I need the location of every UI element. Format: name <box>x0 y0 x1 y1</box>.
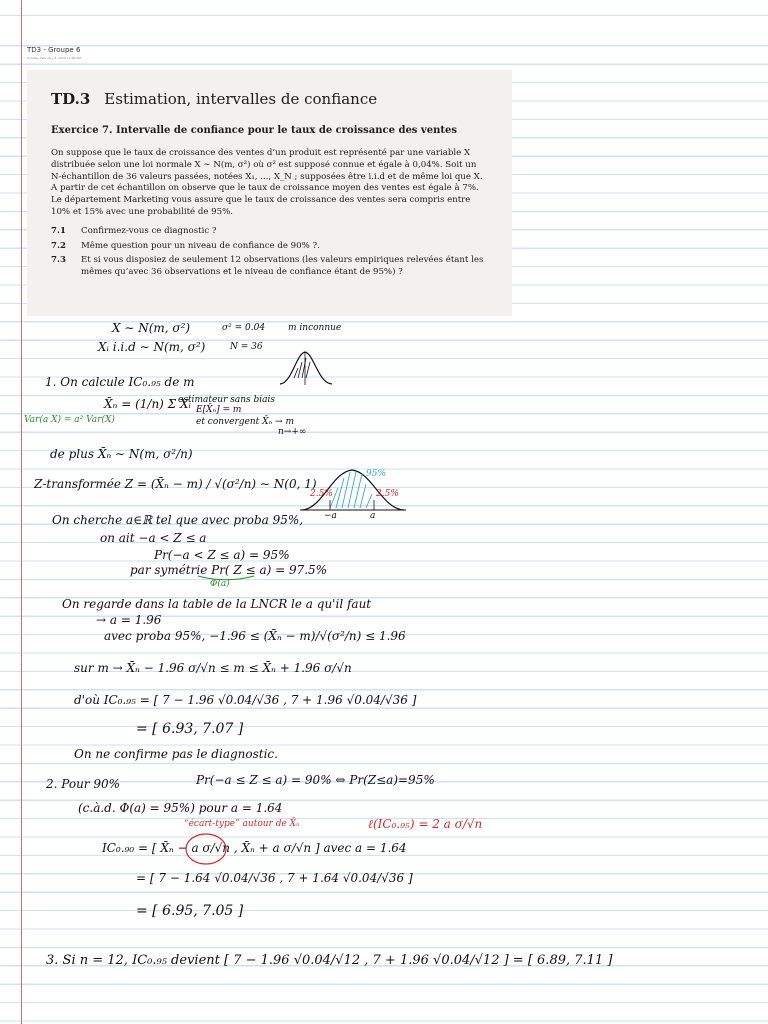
note-bounds-on-m: sur m → X̄ₙ − 1.96 σ/√n ≤ m ≤ X̄ₙ + 1.96 σ/√n <box>74 661 352 675</box>
note-m-unknown: m inconnue <box>288 323 342 333</box>
sheet-title: Estimation, intervalles de confiance <box>104 90 378 108</box>
red-circle-annotation <box>184 832 228 866</box>
note-q2-title: 2. Pour 90% <box>46 777 121 791</box>
note-n: N = 36 <box>230 342 263 352</box>
note-variance-rule: Var(a X) = a² Var(X) <box>24 415 115 425</box>
note-a-value: → a = 1.96 <box>96 613 162 627</box>
note-not-confirmed: On ne confirme pas le diagnostic. <box>74 747 278 761</box>
note-q3: 3. Si n = 12, IC₀.₉₅ devient [ 7 − 1.96 √0.04/√12 , 7 + 1.96 √0.04/√12 ] = [ 6.89, 7.11 ] <box>46 953 613 968</box>
note-ic95-formula: d'où IC₀.₉₅ = [ 7 − 1.96 √0.04/√36 , 7 + 1.96 √0.04/√36 ] <box>74 693 417 707</box>
note-have-interval: on ait −a < Z ≤ a <box>100 531 207 545</box>
note-phi-a: Φ(a) <box>210 579 230 589</box>
note-limit: n→+∞ <box>278 427 307 437</box>
notebook-margin-line <box>21 0 22 1024</box>
label-plus-a: a <box>370 511 376 521</box>
note-unbiased: estimateur sans biais <box>178 395 276 405</box>
sheet-number: TD.3 <box>51 90 91 108</box>
question-7-2: 7.2 Même question pour un niveau de confiance de 90% ?. <box>51 240 320 251</box>
note-table-lookup: On regarde dans la table de la LNCR le a qu'il faut <box>62 597 372 611</box>
note-prob-95: Pr(−a < Z ≤ a) = 95% <box>154 548 290 562</box>
question-7-1: 7.1 Confirmez-vous ce diagnostic ? <box>51 225 217 236</box>
question-7-3: 7.3 Et si vous disposiez de seulement 12 observations (les valeurs empiriques relevées étant les mêmes qu’avec 36 observations et le niveau de confiance étant de 95%) ? <box>51 255 484 278</box>
page-date: Sunday, February 9, 2020 10:49 AM <box>27 56 82 60</box>
note-mean-estimator: X̄ₙ = (1/n) Σ Xᵢ <box>104 397 191 411</box>
note-standardized-bounds: avec proba 95%, −1.96 ≤ (X̄ₙ − m)/√(σ²/n) ≤ 1.96 <box>104 629 406 643</box>
note-interval-length: ℓ(IC₀.₉₅) = 2 a σ/√n <box>368 817 483 831</box>
small-bell-curve-sketch <box>278 348 334 388</box>
printed-exercise-sheet <box>27 70 512 316</box>
green-underline <box>196 562 256 580</box>
note-ic90-numeric: = [ 7 − 1.64 √0.04/√36 , 7 + 1.64 √0.04/√36 ] <box>136 871 413 885</box>
note-ic95-result: = [ 6.93, 7.07 ] <box>136 721 244 737</box>
note-z-transform: Z-transformée Z = (X̄ₙ − m) / √(σ²/n) ∼ N(0, 1) <box>34 477 317 491</box>
note-ic90-result: = [ 6.95, 7.05 ] <box>136 903 244 919</box>
exercise-statement: On suppose que le taux de croissance des ventes d’un produit est représenté par une variable X distribuée selon une loi normale X ∼ N(m, σ²) où σ² est supposé connue et égale à 0,04%. Soit un N-échantillon de 36 valeurs passées, notées X₁, ..., X_N ; supposées être i.i.d et de même loi que X. A partir de cet échantillon on observe que le taux de croissance moyen des ventes est égale à 7%. Le département Marketing vous assure que le taux de croissance des ventes sera compris entre 10% et 15% avec une probabilité de 95%. <box>51 148 483 217</box>
note-symmetry: par symétrie Pr( Z ≤ a) = 97.5% <box>130 563 328 577</box>
note-convergent: et convergent X̄ₙ → m <box>196 417 294 427</box>
page-title: TD3 - Groupe 6 <box>27 46 81 54</box>
label-left-tail: 2.5% <box>310 489 333 499</box>
note-sigma: σ² = 0.04 <box>222 323 266 333</box>
sheet-heading <box>51 90 488 108</box>
note-q1-calc: 1. On calcule IC₀.₉₅ de m <box>45 375 195 389</box>
note-law-x: X ∼ N(m, σ²) <box>112 321 191 335</box>
note-q2-prob: Pr(−a ≤ Z ≤ a) = 90% ⇔ Pr(Z≤a)=95% <box>196 773 435 787</box>
exercise-title: Exercice 7. Intervalle de confiance pour le taux de croissance des ventes <box>51 125 457 136</box>
note-ic90-formula: IC₀.₉₀ = [ X̄ₙ − a σ/√n , X̄ₙ + a σ/√n ] avec a = 1.64 <box>102 841 407 855</box>
note-law-sample: Xᵢ i.i.d ∼ N(m, σ²) <box>98 340 206 354</box>
note-std-around-mean: “écart-type” autour de X̄ₙ <box>184 819 300 829</box>
label-95-percent: 95% <box>366 469 387 479</box>
label-right-tail: 2.5% <box>376 489 399 499</box>
note-de-plus: de plus X̄ₙ ∼ N(m, σ²/n) <box>50 447 193 461</box>
note-q2-phi: (c.à.d. Φ(a) = 95%) pour a = 1.64 <box>78 801 283 815</box>
note-expectation: E[X̄ₙ] = m <box>196 405 242 415</box>
note-seek-a: On cherche a∈ℝ tel que avec proba 95%, <box>52 513 304 527</box>
label-minus-a: −a <box>324 511 337 521</box>
